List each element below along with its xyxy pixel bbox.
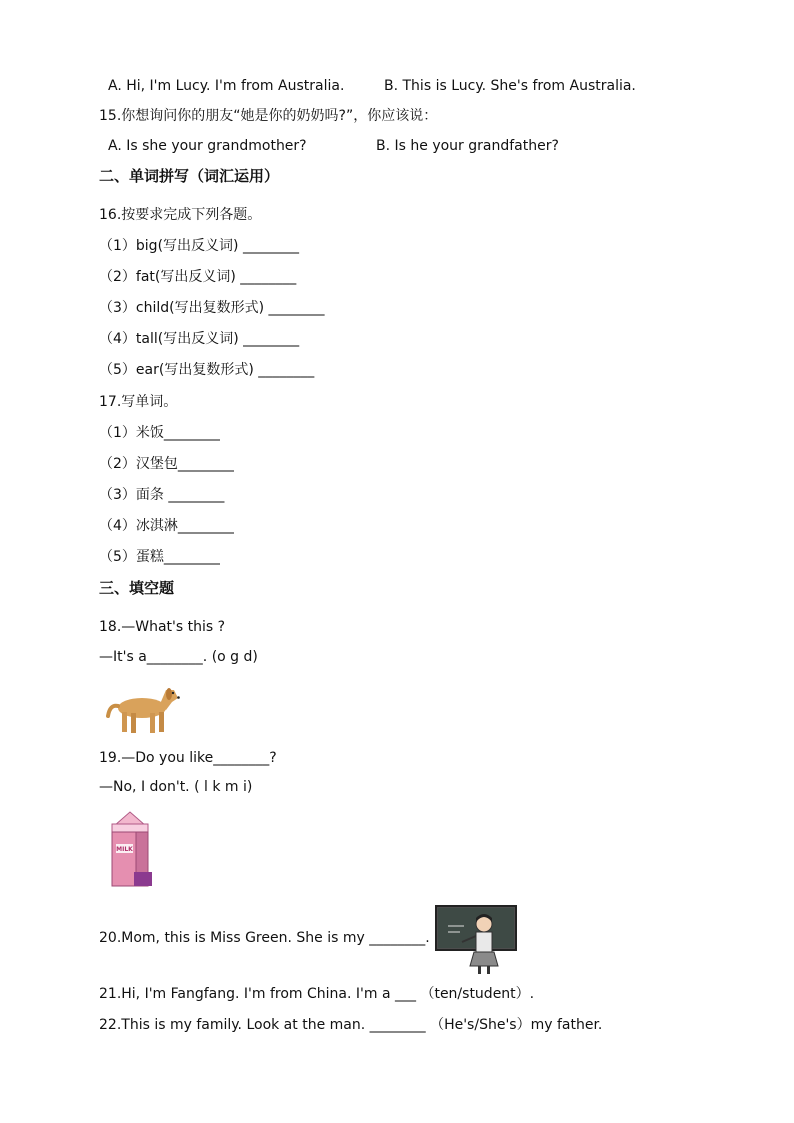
section-3-title: 三、填空题 — [99, 579, 175, 597]
q17-stem: 17.写单词。 — [99, 394, 178, 410]
q21-text: 21.Hi, I'm Fangfang. I'm from China. I'm a ___ （ten/student）. — [99, 986, 535, 1002]
q19-line-2: —No, I don't. ( l k m i) — [99, 779, 253, 795]
q15-option-b: B. Is he your grandfather? — [376, 138, 559, 154]
q15-stem: 15.你想询问你的朋友“她是你的奶奶吗?”，你应该说： — [99, 108, 438, 124]
milk-carton-icon — [104, 810, 156, 890]
q18-line-2: —It's a________. (o g d) — [99, 649, 258, 665]
q16-item-2: （2）fat(写出反义词) ________ — [99, 269, 297, 285]
q17-item-1: （1）米饭________ — [99, 425, 220, 441]
teacher-icon — [432, 904, 520, 976]
q17-item-2: （2）汉堡包________ — [99, 456, 234, 472]
dog-icon — [106, 680, 182, 736]
q20-text: 20.Mom, this is Miss Green. She is my ________. — [99, 930, 430, 946]
q14-option-b: B. This is Lucy. She's from Australia. — [384, 78, 636, 94]
q16-stem: 16.按要求完成下列各题。 — [99, 207, 262, 223]
milk-carton-label: MILK — [116, 846, 133, 853]
q16-item-1: （1）big(写出反义词) ________ — [99, 238, 299, 254]
q16-item-3: （3）child(写出复数形式) ________ — [99, 300, 325, 316]
q16-item-4: （4）tall(写出反义词) ________ — [99, 331, 300, 347]
q17-item-4: （4）冰淇淋________ — [99, 518, 234, 534]
q19-line-1: 19.—Do you like________? — [99, 750, 277, 766]
q22-text: 22.This is my family. Look at the man. ________ （He's/She's）my father. — [99, 1017, 603, 1033]
q14-option-a: A. Hi, I'm Lucy. I'm from Australia. — [108, 78, 345, 94]
q18-line-1: 18.—What's this ? — [99, 619, 226, 635]
section-2-title: 二、单词拼写（词汇运用） — [99, 167, 280, 185]
q17-item-5: （5）蛋糕________ — [99, 549, 220, 565]
q15-option-a: A. Is she your grandmother? — [108, 138, 307, 154]
q16-item-5: （5）ear(写出复数形式) ________ — [99, 362, 315, 378]
q17-item-3: （3）面条 ________ — [99, 487, 225, 503]
